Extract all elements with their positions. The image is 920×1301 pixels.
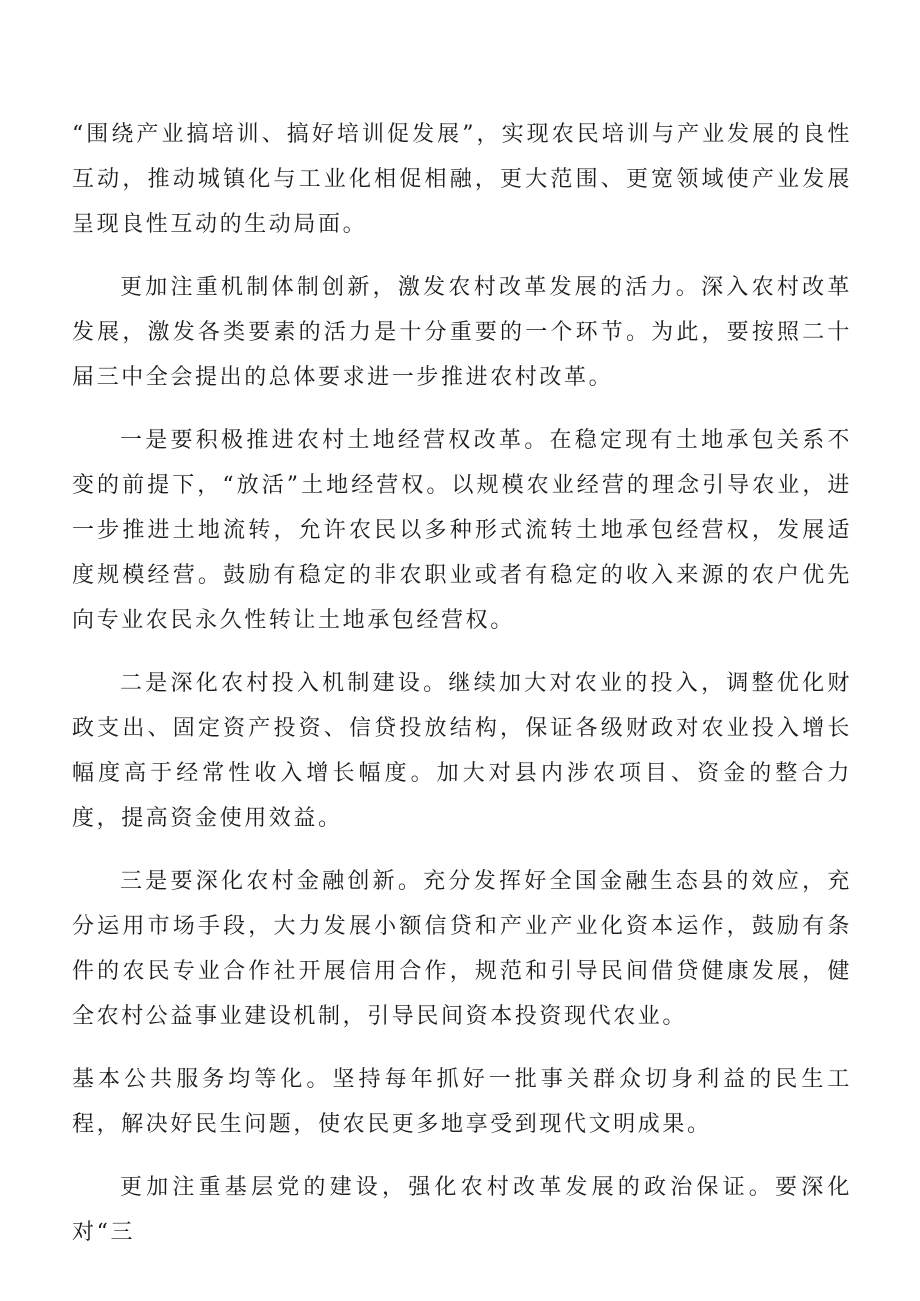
paragraph-finance-innovation: 三是要深化农村金融创新。充分发挥好全国金融生态县的效应，充分运用市场手段，大力发展小额信贷和产业产业化资本运作，鼓励有条件的农民专业合作社开展信用合作，规范和引导民间借贷健康发展，健全农村公益事业建设机制，引导民间资本投资现代农业。: [72, 869, 852, 1029]
paragraph-industry-training: “围绕产业搞培训、搞好培训促发展”，实现农民培训与产业发展的良性互动，推动城镇化与工业化相促相融，更大范围、更宽领域使产业发展呈现良性互动的生动局面。: [72, 122, 852, 237]
paragraph-land-rights-reform: 一是要积极推进农村土地经营权改革。在稳定现有土地承包关系不变的前提下，“放活”土地经营权。以规模农业经营的理念引导农业，进一步推进土地流转，允许农民以多种形式流转土地承包经营权，发展适度规模经营。鼓励有稳定的非农职业或者有稳定的收入来源的农户优先向专业农民永久性转让土地承包经营权。: [72, 428, 852, 633]
paragraph-party-building: 更加注重基层党的建设，强化农村改革发展的政治保证。要深化对“三: [72, 1175, 852, 1245]
paragraph-public-services: 基本公共服务均等化。坚持每年抓好一批事关群众切身利益的民生工程，解决好民生问题，使农民更多地享受到现代文明成果。: [72, 1067, 852, 1137]
paragraph-investment-mechanism: 二是深化农村投入机制建设。继续加大对农业的投入，调整优化财政支出、固定资产投资、信贷投放结构，保证各级财政对农业投入增长幅度高于经常性收入增长幅度。加大对县内涉农项目、资金的整合力度，提高资金使用效益。: [72, 671, 852, 831]
paragraph-mechanism-innovation: 更加注重机制体制创新，激发农村改革发展的活力。深入农村改革发展，激发各类要素的活力是十分重要的一个环节。为此，要按照二十届三中全会提出的总体要求进一步推进农村改革。: [72, 275, 852, 390]
